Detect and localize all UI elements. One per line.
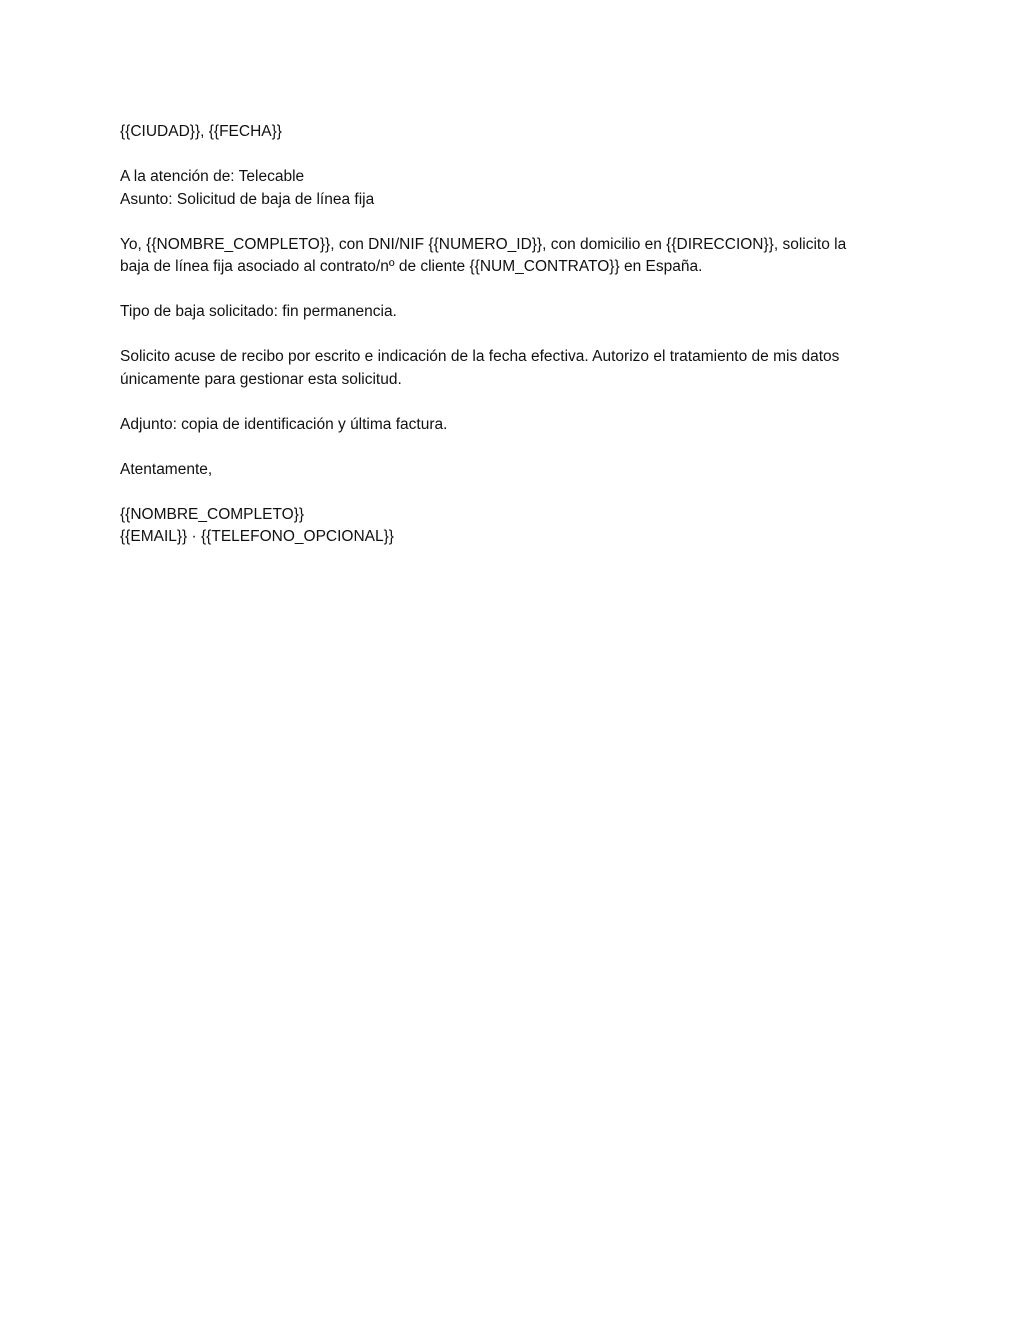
cancellation-type-paragraph (120, 301, 910, 324)
place-date-paragraph (120, 121, 910, 144)
cancellation-type: Tipo de baja solicitado: fin permanencia. (120, 303, 397, 320)
body-line-2: baja de línea fija asociado al contrato/nº de cliente {{NUM_CONTRATO}} en España. (120, 258, 703, 275)
attachments-paragraph (120, 414, 910, 437)
letter-body (120, 121, 910, 549)
place-date: {{CIUDAD}}, {{FECHA}} (120, 123, 282, 140)
closing-paragraph (120, 459, 910, 482)
header-paragraph (120, 166, 910, 211)
signature-contact: {{EMAIL}} · {{TELEFONO_OPCIONAL}} (120, 528, 394, 545)
attachments: Adjunto: copia de identificación y última factura. (120, 415, 448, 433)
request-line-1: Solicito acuse de recibo por escrito e indicación de la fecha efectiva. Autorizo el tratamiento de mis datos (120, 348, 840, 365)
acknowledgement-paragraph (120, 346, 910, 391)
body-line-1: Yo, {{NOMBRE_COMPLETO}}, con DNI/NIF {{NUMERO_ID}}, con domicilio en {{DIRECCION}}, solicito la (120, 235, 847, 253)
signature-name: {{NOMBRE_COMPLETO}} (120, 505, 305, 523)
signature-block (120, 504, 910, 549)
main-request-paragraph (120, 234, 910, 279)
subject-line: Asunto: Solicitud de baja de línea fija (120, 190, 375, 208)
closing: Atentamente, (120, 460, 213, 478)
attention-line: A la atención de: Telecable (120, 168, 305, 185)
request-line-2: únicamente para gestionar esta solicitud. (120, 370, 402, 388)
